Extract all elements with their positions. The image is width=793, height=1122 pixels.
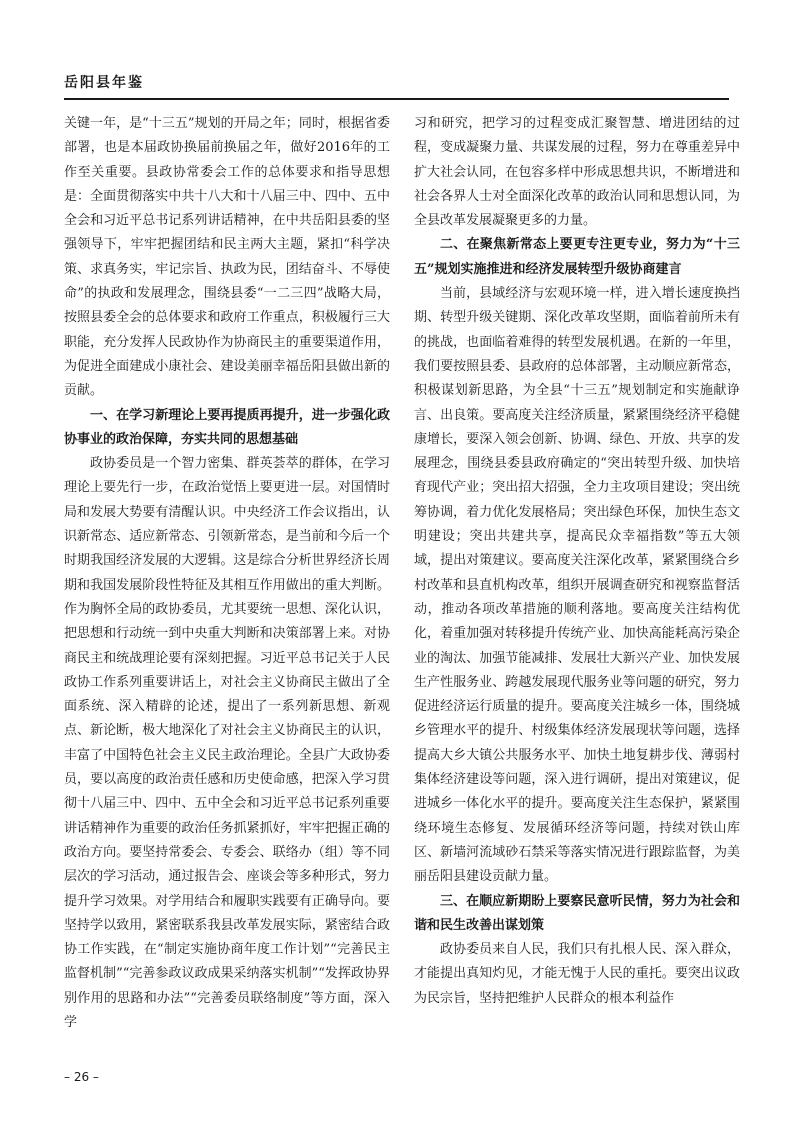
paragraph-section-3: 政协委员来自人民，我们只有扎根人民、深入群众，才能提出真知灼见，才能无愧于人民的重托。要突出议政为民宗旨，坚持把维护人民群众的根本利益作: [414, 942, 740, 1006]
paragraph-section-2: 当前，县域经济与宏观环境一样，进入增长速度换挡期、转型升级关键期、深化改革攻坚期，面临着前所未有的挑战，也面临着难得的转型发展机遇。在新的一年里，我们要按照县委、县政府的总体部署，主动顺应新常态，积极谋划新思路，为全县“十三五”规划制定和实施献诤言、出良策。要高度关注经济质量，紧紧围绕经济平稳健康增长，要深入领会创新、协调、绿色、开放、共享的发展理念，围绕县委县政府确定的“突出转型升级、加快培育现代产业；突出招大招强，全力主攻项目建设；突出统筹协调，着力优化发展格局；突出绿色环保，加快生态文明建设；突出共建共享，提高民众幸福指数”等五大领域，提出对策建议。要高度关注深化改革，紧紧围绕合乡村改革和县直机构改革，组织开展调查研究和视察监督活动，推动各项改革措施的顺利落地。要高度关注结构优化，着重加强对转移提升传统产业、加快高能耗高污染企业的淘汰、加强节能减排、发展壮大新兴产业、加快发展生产性服务业、跨越发展现代服务业等问题的研究，努力促进经济运行质量的提升。要高度关注城乡一体，围绕城乡管理水平的提升、村级集体经济发展现状等问题，选择提高大乡大镇公共服务水平、加快土地复耕步伐、薄弱村集体经济建设等问题，深入进行调研，提出对策建议，促进城乡一体化水平的提升。要高度关注生态保护，紧紧围绕环境生态修复、发展循环经济等问题，持续对铁山库区、新墙河流域砂石禁采等落实情况进行跟踪监督，为美丽岳阳县建设贡献力量。: [414, 286, 740, 885]
section-heading-2: 二、在聚焦新常态上要更专注更专业，努力为“十三五”规划实施推进和经济发展转型升级协商建言: [414, 237, 740, 277]
paragraph-intro-continued: 关键一年，是“十三五”规划的开局之年；同时，根据省委部署，也是本届政协换届前换届之年，做好2016年的工作至关重要。县政协常委会工作的总体要求和指导思想是：全面贯彻落实中共十八大和十八届三中、四中、五中全会和习近平总书记系列讲话精神，在中共岳阳县委的坚强领导下，牢牢把握团结和民主两大主题，紧扣“科学决策、求真务实，牢记宗旨、执政为民，团结奋斗、不辱使命”的执政和发展理念，围绕县委“一二三四”战略大局，按照县委全会的总体要求和政府工作重点，积极履行三大职能，充分发挥人民政协作为协商民主的重要渠道作用，为促进全面建成小康社会、建设美丽幸福岳阳县做出新的贡献。: [64, 116, 390, 399]
section-heading-3: 三、在顺应新期盼上要察民意听民情，努力为社会和谐和民生改善出谋划策: [414, 893, 740, 933]
paragraph-section-1: 政协委员是一个智力密集、群英荟萃的群体，在学习理论上要先行一步，在政治觉悟上要更进一层。对国情时局和发展大势要有清醒认识。中央经济工作会议指出，认识新常态、适应新常态、引领新常态，是当前和今后一个时期我国经济发展的大逻辑。这是综合分析世界经济长周期和我国发展阶段性特征及其相互作用做出的重大判断。作为胸怀全局的政协委员，尤其要统一思想、深化认识，把思想和行动统一到中央重大判断和决策部署上来。对协商民主和统战理论要有深刻把握。习近平总书记关于人民政协工作系列重要讲话上，对社会主义协商民主做出了全面系统、深入精辟的论述，提出了一系列新思想、新观点、新论断，极大地深化了对社会主义协商民主的认识，丰富了中国特色社会主义民主政治理论。全县广大政协委员，要以高度的政治责任感和历史使命感，把深入学习贯彻十八届三中、四中、五中全会和习近平总书记系列重要讲话精神作为重要的政治任务抓紧抓好，牢牢把握正确的政治方向。要坚持常委会、专委会、联络办（组）等不同层次的学习活动，通过报告会、座谈会等多种形式，努力提升学习效果。对学用结合和履职实践要有正确导向。要坚持学以致用，紧密联系我县改革发展实际，紧密结合政协工作实践，在“制定实施协商年度工作计划”“完善民主监督机制”“完善参政议政成果采纳落实机制”“发挥政协界别作用的思路和办法”“完善委员联络制度”等方面，深入学: [64, 456, 390, 1030]
left-column: [64, 112, 390, 1062]
page-number: – 26 –: [64, 1070, 99, 1084]
yearbook-title: 岳阳县年鉴: [64, 75, 144, 91]
section-heading-1: 一、在学习新理论上要再提质再提升，进一步强化政协事业的政治保障，夯实共同的思想基础: [64, 407, 390, 447]
paragraph-section-1-continued: 习和研究，把学习的过程变成汇聚智慧、增进团结的过程，变成凝聚力量、共谋发展的过程，努力在尊重差异中扩大社会认同，在包容多样中形成思想共识，不断增进和社会各界人士对全面深化改革的政治认同和思想认同，为全县改革发展凝聚更多的力量。: [414, 116, 740, 229]
header-rule: [64, 98, 729, 100]
right-column: [414, 112, 740, 1062]
